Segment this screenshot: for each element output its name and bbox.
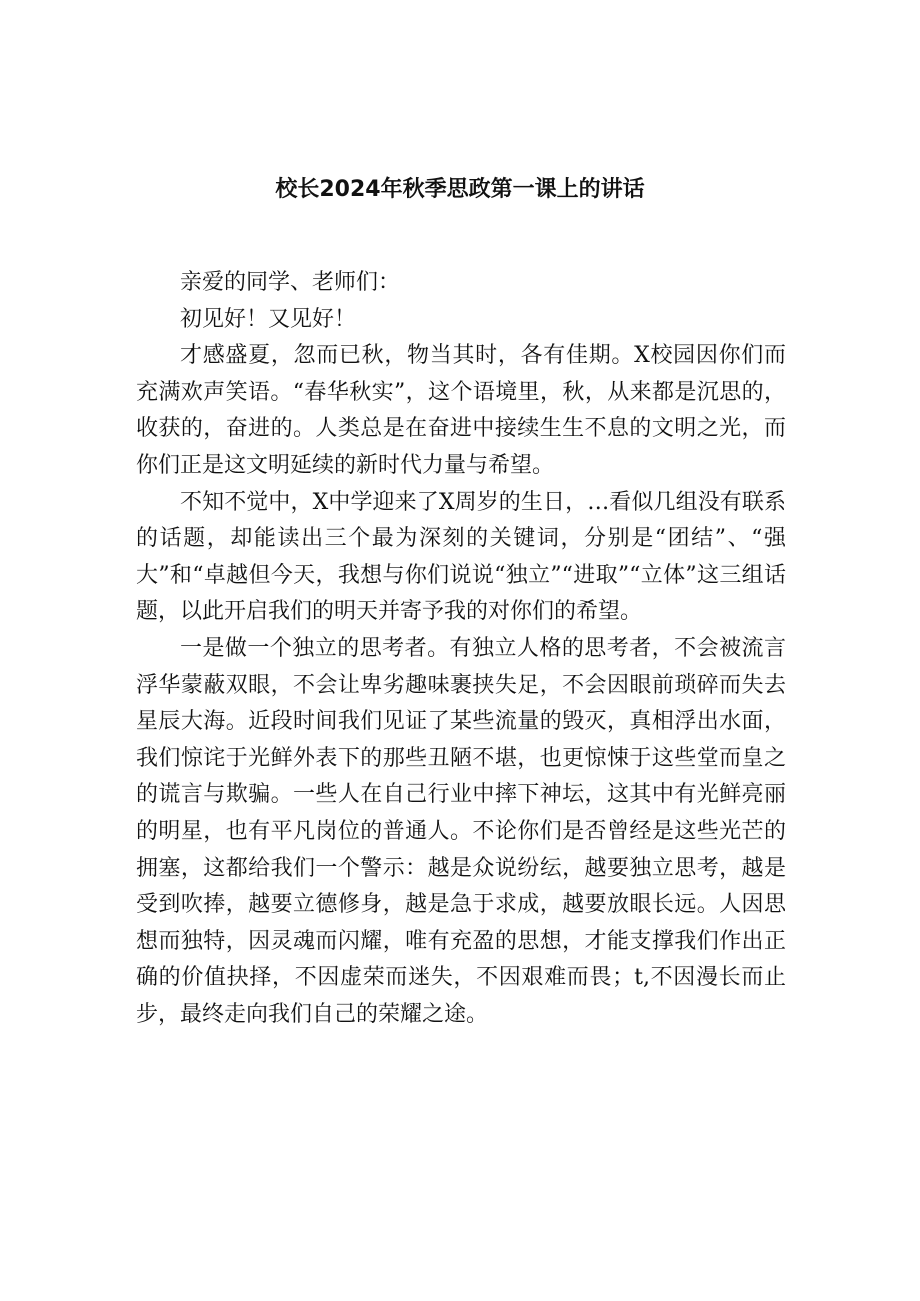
document-body	[136, 265, 786, 1033]
independent-thinker-paragraph: 一是做一个独立的思考者。有独立人格的思考者，不会被流言浮华蒙蔽双眼，不会让卑劣趣味裹挟失足，不会因眼前琐碎而失去星辰大海。近段时间我们见证了某些流量的毁灭，真相浮出水面，我们惊诧于光鲜外表下的那些丑陋不堪，也更惊悚于这些堂而皇之的谎言与欺骗。一些人在自己行业中摔下神坛，这其中有光鲜亮丽的明星，也有平凡岗位的普通人。不论你们是否曾经是这些光芒的拥塞，这都给我们一个警示：越是众说纷纭，越要独立思考，越是受到吹捧，越要立德修身，越是急于求成，越要放眼长远。人因思想而独特，因灵魂而闪耀，唯有充盈的思想，才能支撑我们作出正确的价值抉择，不因虚荣而迷失，不因艰难而畏；t,不因漫长而止步，最终走向我们自己的荣耀之途。	[136, 635, 786, 1027]
greeting-paragraph: 初见好！又见好！	[180, 306, 357, 332]
document-title: 校长2024年秋季思政第一课上的讲话	[275, 177, 645, 202]
topics-paragraph: 不知不觉中，X中学迎来了X周岁的生日，…看似几组没有联系的话题，却能读出三个最为深刻的关键词，分别是“团结”、“强大”和“卓越但今天，我想与你们说说“独立”“进取”“立体”这三组话题，以此开启我们的明天并寄予我的对你们的希望。	[136, 489, 786, 625]
opening-paragraph: 才感盛夏，忽而已秋，物当其时，各有佳期。X校园因你们而充满欢声笑语。“春华秋实”，这个语境里，秋，从来都是沉思的，收获的，奋进的。人类总是在奋进中接续生生不息的文明之光，而你们正是这文明延续的新时代力量与希望。	[136, 343, 786, 478]
salutation-paragraph: 亲爱的同学、老师们：	[180, 270, 401, 295]
